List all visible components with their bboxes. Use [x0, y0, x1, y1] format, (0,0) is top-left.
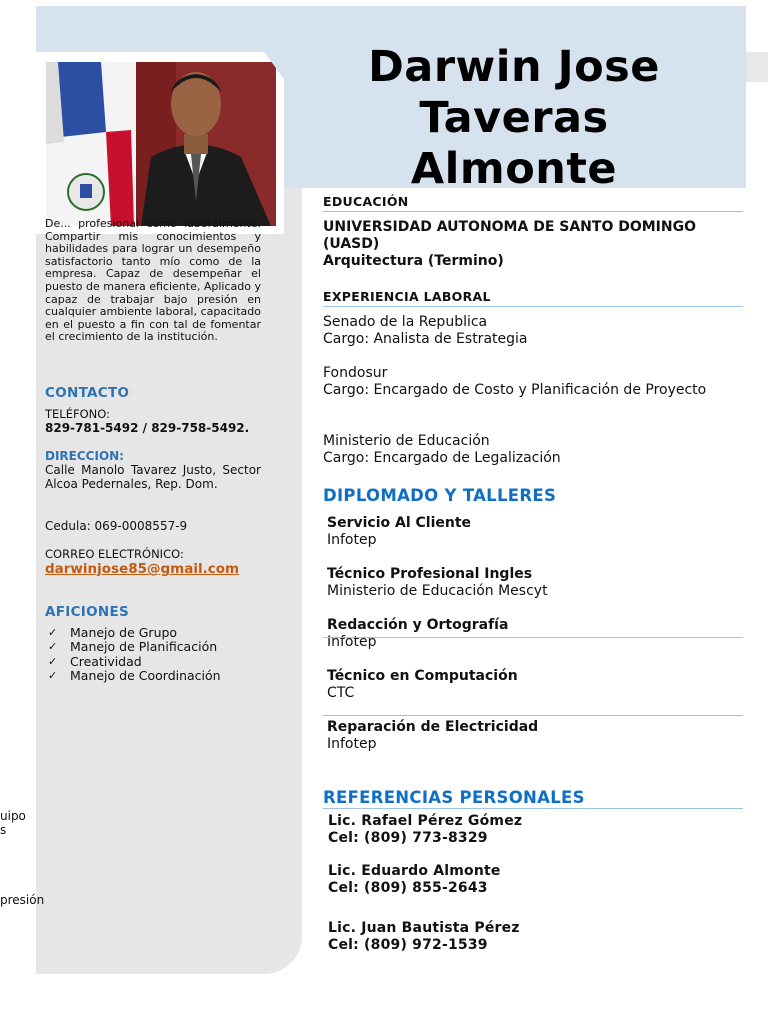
course-entry: Servicio Al Cliente Infotep: [327, 515, 472, 548]
divider: [323, 637, 743, 638]
university-name: UNIVERSIDAD AUTONOMA DE SANTO DOMINGO (UASD): [323, 219, 696, 252]
contact-heading: CONTACTO: [45, 385, 130, 401]
email-link[interactable]: darwinjose85@gmail.com: [45, 561, 240, 577]
degree: Arquitectura (Termino): [323, 253, 504, 269]
reference-entry: Lic. Eduardo Almonte Cel: (809) 855-2643: [328, 863, 501, 896]
profile-summary: De... profesional como laboralmente. Compartir mis conocimientos y habilidades para lograr un desempeño satisfactorio tanto mío como de la empresa. Capaz de desempeñar el puesto de manera eficiente, Aplicado y capaz de trabajar bajo presión en cualquier ambiente laboral, capacitado en el puesto a fin con tal de fomentar el crecimiento de la institución.: [45, 217, 261, 344]
cedula: Cedula: 069-0008557-9: [45, 519, 188, 533]
name-line-2: Taveras: [419, 93, 609, 143]
job-entry: Fondosur Cargo: Encargado de Costo y Planificación de Proyecto: [323, 365, 707, 398]
reference-entry: Lic. Juan Bautista Pérez Cel: (809) 972-1539: [328, 920, 520, 953]
job-entry: Ministerio de Educación Cargo: Encargado de Legalización: [323, 433, 561, 466]
header-gray-tab: [746, 52, 768, 82]
list-item: ✓ Creatividad: [48, 653, 142, 669]
address-value: Calle Manolo Tavarez Justo, Sector Alcoa Pedernales, Rep. Dom.: [45, 463, 261, 491]
checkmark-icon: ✓: [48, 626, 58, 639]
list-item: ✓ Manejo de Planificación: [48, 639, 218, 655]
education-entry: [323, 219, 743, 270]
course-entry: Técnico Profesional Ingles Ministerio de Educación Mescyt: [327, 566, 548, 599]
profile-photo: [36, 52, 284, 234]
email-label: CORREO ELECTRÓNICO:: [45, 547, 184, 561]
course-entry: Técnico en Computación CTC: [327, 668, 518, 701]
checkmark-icon: ✓: [48, 669, 58, 683]
flag-icon: [46, 62, 136, 226]
list-item: ✓ Manejo de Grupo: [48, 625, 178, 640]
address-label: DIRECCION:: [45, 449, 124, 463]
experience-heading: EXPERIENCIA LABORAL: [323, 289, 743, 307]
course-entry: Redacción y Ortografía Infotep: [327, 617, 509, 650]
hobbies-list: [48, 626, 221, 684]
courses-heading: DIPLOMADO Y TALLERES: [323, 486, 557, 505]
overflow-fragment: uipo: [0, 809, 26, 823]
profile-photo-image: [46, 62, 276, 226]
overflow-fragment: presión: [0, 893, 45, 907]
name-line-1: Darwin Jose: [368, 42, 660, 92]
hobbies-heading: AFICIONES: [45, 604, 130, 620]
candidate-name: [300, 42, 728, 195]
reference-entry: Lic. Rafael Pérez Gómez Cel: (809) 773-8329: [328, 813, 523, 846]
overflow-fragment: s: [0, 823, 7, 837]
phone-value: 829-781-5492 / 829-758-5492.: [45, 421, 250, 435]
course-entry: Reparación de Electricidad Infotep: [327, 719, 539, 752]
divider: [323, 715, 743, 716]
job-entry: Senado de la Republica Cargo: Analista de Estrategia: [323, 314, 528, 347]
list-item: ✓ Manejo de Coordinación: [48, 668, 221, 684]
checkmark-icon: ✓: [48, 654, 58, 668]
checkmark-icon: ✓: [48, 640, 58, 654]
references-heading: REFERENCIAS PERSONALES: [323, 788, 743, 809]
education-heading: EDUCACIÓN: [323, 194, 743, 212]
phone-label: TELÉFONO:: [45, 407, 110, 421]
name-line-3: Almonte: [410, 144, 618, 194]
